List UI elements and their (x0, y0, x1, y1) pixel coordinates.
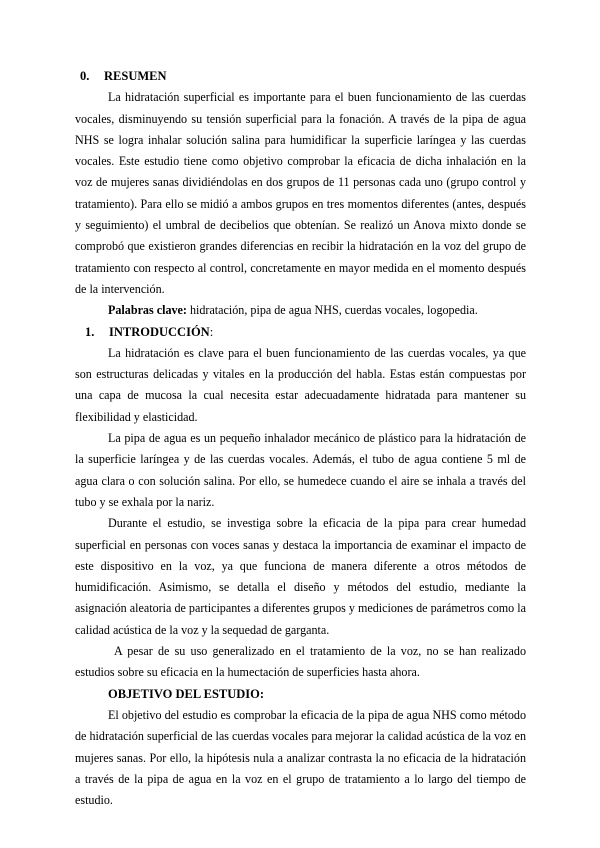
section-title: INTRODUCCIÓN (109, 324, 210, 339)
section-number: 0. (80, 69, 90, 83)
section-title-colon: : (209, 324, 214, 339)
section-heading-introduccion (75, 322, 526, 343)
keywords-line (75, 300, 526, 321)
section-number: 1. (85, 324, 95, 339)
section-heading-objetivo: OBJETIVO DEL ESTUDIO: (108, 686, 265, 701)
objetivo-paragraph: El objetivo del estudio es comprobar la eficacia de la pipa de agua NHS como método de hidratación superficial de las cuerdas vocales para mejorar la calidad acústica de la voz en mujeres sanas. Por ello, la hipótesis nula a analizar contrasta la no eficacia de la hidratación a través de la pipa de agua en la voz en el grupo de tratamiento a lo largo del tiempo de estudio. (75, 707, 526, 808)
keywords-text: hidratación, pipa de agua NHS, cuerdas vocales, logopedia. (186, 303, 478, 318)
intro-paragraph-1: La hidratación es clave para el buen funcionamiento de las cuerdas vocales, ya que son estructuras delicadas y vitales en la producción del habla. Estas están compuestas por una capa de mucosa la cual necesita estar adecuadamente hidratada para mantener su flexibilidad y elasticidad. (75, 345, 526, 424)
intro-paragraph-2: La pipa de agua es un pequeño inhalador mecánico de plástico para la hidratación de la superficie laríngea y de las cuerdas vocales. Además, el tubo de agua contiene 5 ml de agua clara o con solución salina. Por ello, se humedece cuando el aire se inhala a través del tubo y se exhala por la nariz. (75, 431, 526, 509)
document-body (75, 66, 526, 811)
intro-paragraph-4: A pesar de su uso generalizado en el tratamiento de la voz, no se han realizado estudios sobre su eficacia en la humectación de superficies hasta ahora. (75, 644, 526, 680)
section-title: RESUMEN (104, 69, 167, 83)
keywords-label: Palabras clave: (108, 303, 187, 318)
intro-paragraph-3: Durante el estudio, se investiga sobre la eficacia de la pipa para crear humedad superficial en personas con voces sanas y destaca la importancia de examinar el impacto de este dispositivo en la voz, ya que funciona de manera diferente a otros métodos de humidificación. Asimismo, se detalla el diseño y métodos del estudio, mediante la asignación aleatoria de participantes a diferentes grupos y mediciones de parámetros como la calidad acústica de la voz y la sequedad de garganta. (75, 516, 526, 637)
resumen-paragraph: La hidratación superficial es importante para el buen funcionamiento de las cuerdas vocales, disminuyendo su tensión superficial para la fonación. A través de la pipa de agua NHS se logra inhalar solución salina para humidificar la superficie laríngea y las cuerdas vocales. Este estudio tiene como objetivo comprobar la eficacia de dicha inhalación en la voz de mujeres sanas dividiéndolas en dos grupos de 11 personas cada uno (grupo control y tratamiento). Para ello se midió a ambos grupos en tres momentos diferentes (antes, después y seguimiento) el umbral de decibelios que obtenían. Se realizó un Anova mixto donde se comprobó que existieron grandes diferencias en recibir la hidratación en la voz del grupo de tratamiento con respecto al control, concretamente en mayor medida en el momento después de la intervención. (75, 90, 526, 296)
section-heading-resumen (75, 66, 526, 87)
